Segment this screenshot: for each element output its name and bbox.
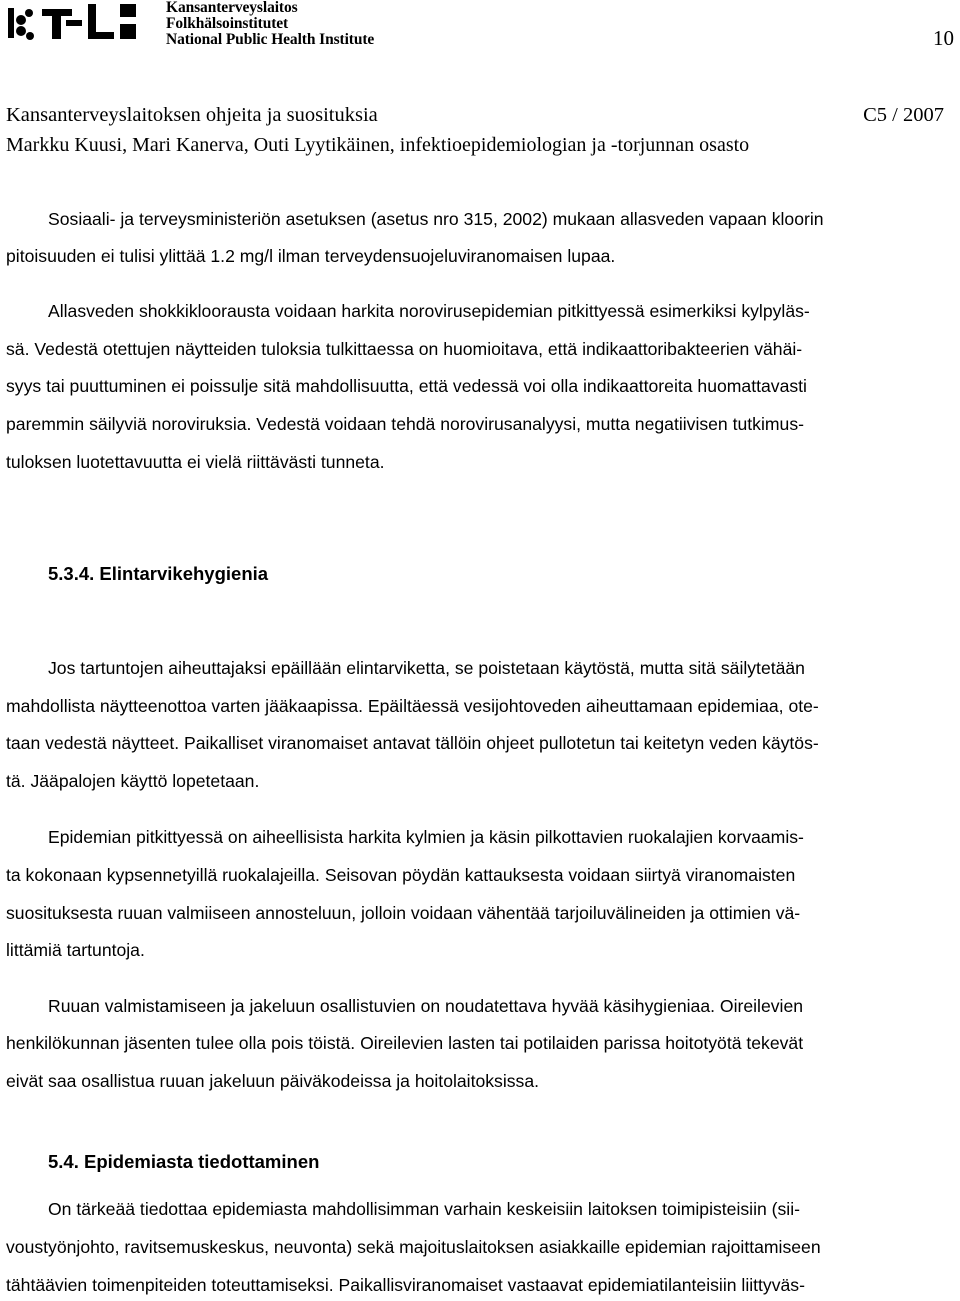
section-heading: 5.4. Epidemiasta tiedottaminen: [48, 1151, 320, 1172]
page-number: 10: [933, 26, 954, 50]
institute-name-en: National Public Health Institute: [166, 31, 375, 48]
paragraph-line: Sosiaali- ja terveysministeriön asetuksen (asetus nro 315, 2002) mukaan allasveden vapaan kloorin: [48, 209, 824, 229]
document-authors: Markku Kuusi, Mari Kanerva, Outi Lyytikäinen, infektioepidemiologian ja -torjunnan osasto: [6, 134, 750, 156]
paragraph-line: ta kokonaan kypsennetyillä ruokalajeilla. Seisovan pöydän kattauksesta voidaan siirtyä viranomaisten: [6, 865, 796, 885]
paragraph-line: paremmin säilyviä noroviruksia. Vedestä voidaan tehdä norovirusanalyysi, mutta negatiivisen tutkimus-: [6, 414, 804, 434]
ktl-logo: [6, 0, 156, 46]
institute-name-fi: Kansanterveyslaitos: [166, 0, 298, 16]
paragraph-line: voustyönjohto, ravitsemuskeskus, neuvonta) sekä majoituslaitoksen asiakkaille epidemian rajoittamiseen: [6, 1237, 821, 1257]
paragraph-line: tähtäävien toimenpiteiden toteuttamiseksi. Paikallisviranomaiset vastaavat epidemiatilanteisiin liittyväs-: [6, 1275, 805, 1295]
paragraph-line: pitoisuuden ei tulisi ylittää 1.2 mg/l ilman terveydensuojeluviranomaisen lupaa.: [6, 246, 616, 266]
institute-names: [166, 0, 374, 48]
paragraph-line: syys tai puuttuminen ei poissulje sitä mahdollisuutta, että vedessä voi olla indikaattoreita huomattavasti: [6, 376, 807, 396]
paragraph-line: Epidemian pitkittyessä on aiheellisista harkita kylmien ja käsin pilkottavien ruokalajien korvaamis-: [48, 827, 804, 847]
paragraph-line: taan vedestä näytteet. Paikalliset viranomaiset antavat tällöin ohjeet pullotetun tai keitetyn veden käytös-: [6, 733, 819, 753]
paragraph-line: sä. Vedestä otettujen näytteiden tuloksia tulkittaessa on huomioitava, että indikaattoribakteerien vähäi-: [6, 339, 803, 359]
paragraph-line: littämiä tartuntoja.: [6, 940, 145, 960]
paragraph-line: henkilökunnan jäsenten tulee olla pois töistä. Oireilevien lasten tai potilaiden parissa hoitotyötä tekevät: [6, 1033, 804, 1053]
paragraph-line: suosituksesta ruuan valmiiseen annosteluun, jolloin voidaan vähentää tarjoiluvälineiden ja ottimien vä-: [6, 903, 801, 923]
paragraph-line: tuloksen luotettavuutta ei vielä riittävästi tunneta.: [6, 452, 385, 472]
institute-name-sv: Folkhälsoinstitutet: [166, 15, 289, 32]
document-code: C5 / 2007: [863, 104, 944, 126]
paragraph-line: On tärkeää tiedottaa epidemiasta mahdollisimman varhain keskeisiin laitoksen toimipisteisiin (sii-: [48, 1199, 800, 1219]
paragraph-line: Ruuan valmistamiseen ja jakeluun osallistuvien on noudatettava hyvää käsihygieniaa. Oireilevien: [48, 996, 804, 1016]
section-heading: 5.3.4. Elintarvikehygienia: [48, 563, 269, 584]
paragraph-line: eivät saa osallistua ruuan jakeluun päiväkodeissa ja hoitolaitoksissa.: [6, 1071, 540, 1091]
paragraph-line: tä. Jääpalojen käyttö lopetetaan.: [6, 771, 260, 791]
document-title: Kansanterveyslaitoksen ohjeita ja suosituksia: [6, 104, 378, 126]
paragraph-line: mahdollista näytteenottoa varten jääkaapissa. Epäiltäessä vesijohtoveden aiheuttamaan epidemiaa, ote-: [6, 696, 819, 716]
paragraph-line: Allasveden shokkikloorausta voidaan harkita norovirusepidemian pitkittyessä esimerkiksi kylpyläs-: [48, 301, 810, 321]
paragraph-line: Jos tartuntojen aiheuttajaksi epäillään elintarviketta, se poistetaan käytöstä, mutta sitä säilytetään: [48, 658, 805, 678]
